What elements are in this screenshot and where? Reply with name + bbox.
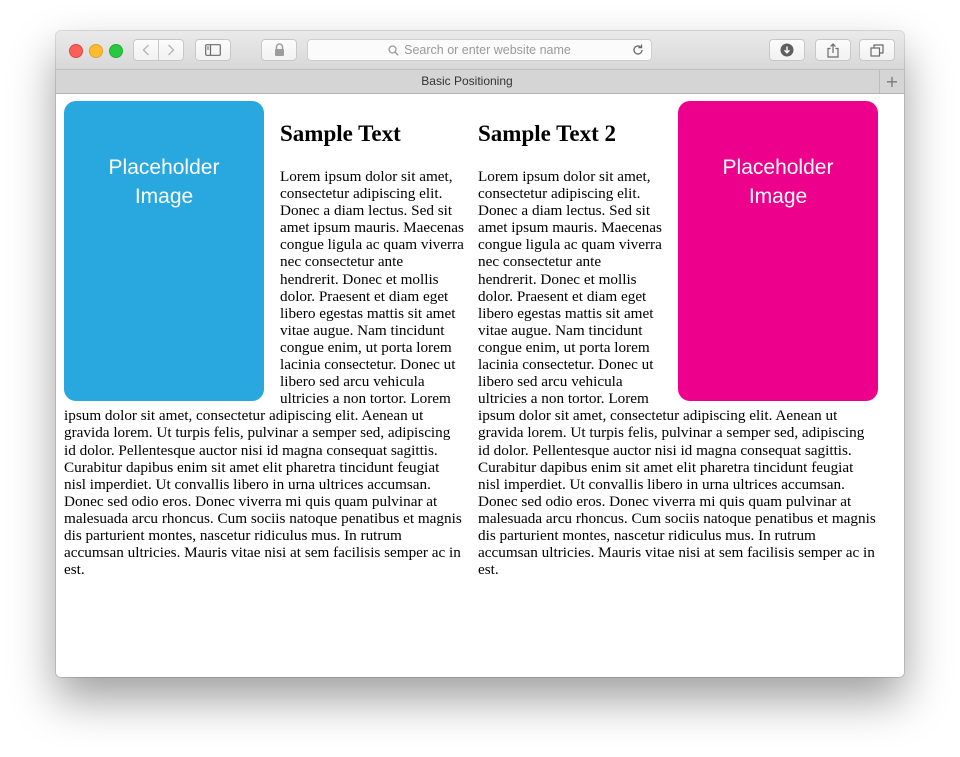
share-icon <box>827 43 839 58</box>
page-content <box>56 94 904 677</box>
private-browsing-button[interactable] <box>261 39 297 61</box>
search-icon <box>388 45 399 56</box>
zoom-window-button[interactable] <box>109 44 123 58</box>
placeholder-image-label: Placeholder Image <box>722 156 834 208</box>
downloads-button[interactable] <box>769 39 805 61</box>
column-left <box>64 101 464 578</box>
address-bar[interactable] <box>307 39 652 61</box>
tab-bar <box>56 70 904 94</box>
placeholder-image-blue <box>64 101 264 401</box>
sidebar-icon <box>205 44 221 56</box>
tab-basic-positioning[interactable]: Basic Positioning <box>421 74 513 88</box>
show-sidebar-button[interactable] <box>195 39 231 61</box>
download-icon <box>780 43 794 57</box>
share-button[interactable] <box>815 39 851 61</box>
close-window-button[interactable] <box>69 44 83 58</box>
placeholder-image-pink <box>678 101 878 401</box>
placeholder-image-label: Placeholder Image <box>108 156 220 208</box>
show-tabs-button[interactable] <box>859 39 895 61</box>
body-paragraph: Lorem ipsum dolor sit amet, consectetur adipiscing elit. Donec a diam lectus. Sed sit amet ipsum mauris. Maecenas congue ligula ac quam viverra nec consectetur ante hendrerit. Donec et mollis dolor. Praesent et diam eget libero egestas mattis sit amet vitae augue. Nam tincidunt congue enim, ut porta lorem lacinia consectetur. Donec ut libero sed arcu vehicula ultricies a non tortor. Lorem ipsum dolor sit amet, consectetur adipiscing elit. Aenean ut gravida lorem. Ut turpis felis, pulvinar a semper sed, adipiscing id dolor. Pellentesque auctor nisi id magna consequat sagittis. Curabitur dapibus enim sit amet elit pharetra tincidunt feugiat nisl imperdiet. Ut convallis libero in urna ultrices accumsan. Donec sed odio eros. Donec viverra mi quis quam pulvinar at malesuada arcu rhoncus. Cum sociis natoque penatibus et magnis dis parturient montes, nascetur ridiculus mus. In rutrum accumsan ultricies. Mauris vitae nisi at sem facilisis semper ac in est. <box>64 168 464 579</box>
address-placeholder: Search or enter website name <box>404 43 571 57</box>
body-paragraph: Lorem ipsum dolor sit amet, consectetur adipiscing elit. Donec a diam lectus. Sed sit amet ipsum mauris. Maecenas congue ligula ac quam viverra nec consectetur ante hendrerit. Donec et mollis dolor. Praesent et diam eget libero egestas mattis sit amet vitae augue. Nam tincidunt congue enim, ut porta lorem lacinia consectetur. Donec ut libero sed arcu vehicula ultricies a non tortor. Lorem ipsum dolor sit amet, consectetur adipiscing elit. Aenean ut gravida lorem. Ut turpis felis, pulvinar a semper sed, adipiscing id dolor. Pellentesque auctor nisi id magna consequat sagittis. Curabitur dapibus enim sit amet elit pharetra tincidunt feugiat nisl imperdiet. Ut convallis libero in urna ultrices accumsan. Donec sed odio eros. Donec viverra mi quis quam pulvinar at malesuada arcu rhoncus. Cum sociis natoque penatibus et magnis dis parturient montes, nascetur ridiculus mus. In rutrum accumsan ultricies. Mauris vitae nisi at sem facilisis semper ac in est. <box>478 168 876 579</box>
tabs-overview-icon <box>870 44 884 57</box>
minimize-window-button[interactable] <box>89 44 103 58</box>
column-right <box>478 101 878 578</box>
chevron-left-icon <box>142 44 150 56</box>
reload-icon[interactable] <box>631 43 645 57</box>
back-button[interactable] <box>133 39 159 61</box>
forward-button[interactable] <box>158 39 184 61</box>
section-heading: Sample Text 2 <box>478 121 617 146</box>
new-tab-button[interactable]: + <box>879 70 904 93</box>
chevron-right-icon <box>167 44 175 56</box>
browser-window <box>56 31 904 677</box>
section-heading: Sample Text <box>280 121 401 146</box>
lock-icon <box>274 43 285 57</box>
toolbar <box>56 31 904 70</box>
